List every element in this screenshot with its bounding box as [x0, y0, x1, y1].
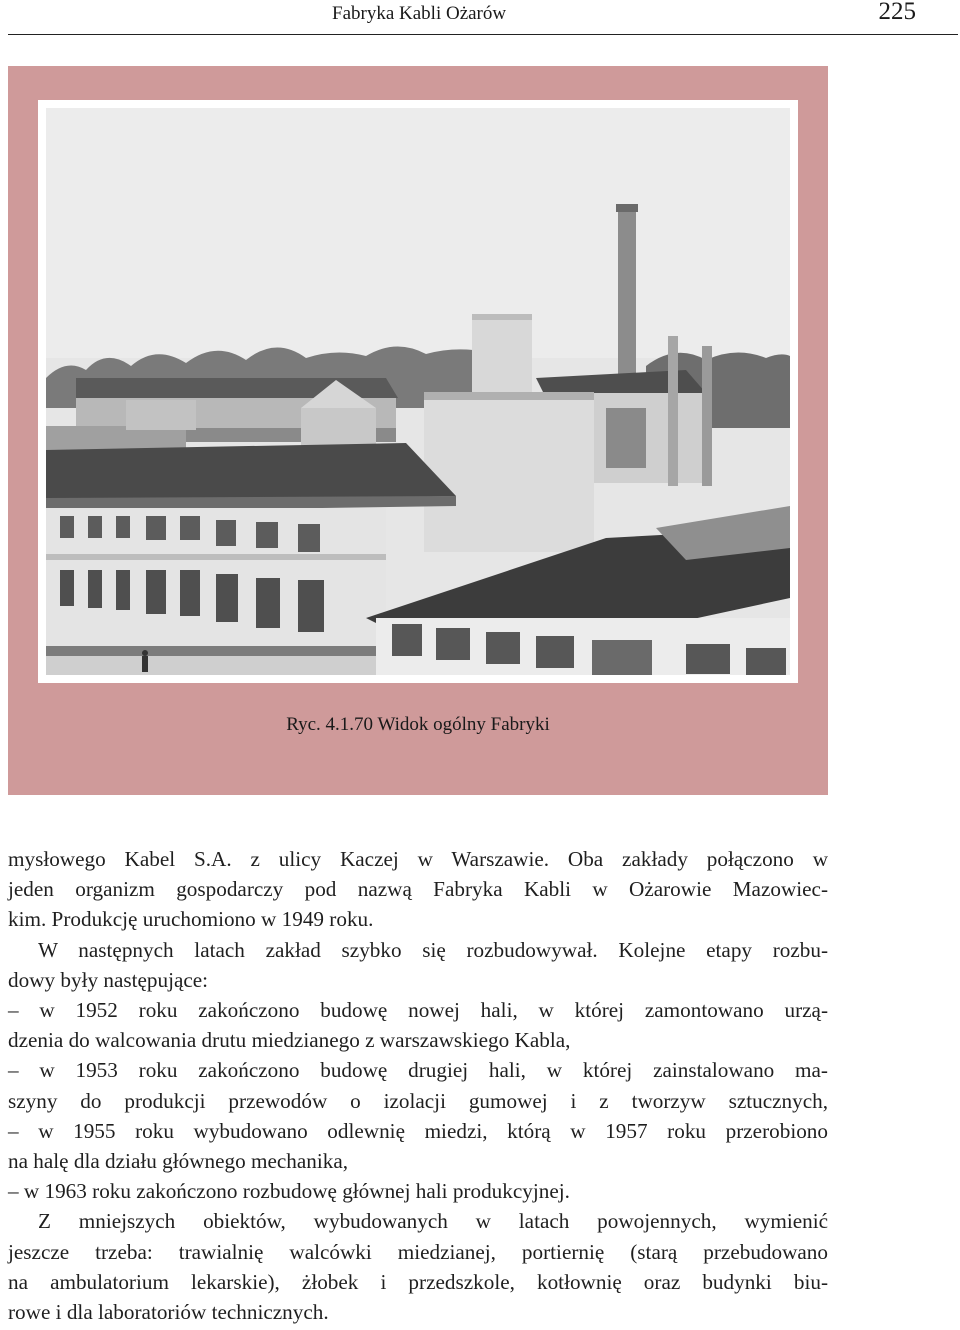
list-item: – w 1952 roku zakończono budowę nowej hali, w której zamontowano urzą-	[8, 998, 828, 1023]
photo-frame	[38, 100, 798, 683]
running-head	[0, 0, 960, 34]
body-line: rowe i dla laboratoriów technicznych.	[8, 1300, 329, 1325]
factory-photo	[46, 108, 790, 675]
body-line: jeden organizm gospodarczy pod nazwą Fabryka Kabli w Ożarowie Mazowiec-	[8, 877, 828, 902]
body-line: dzenia do walcowania drutu miedzianego z warszawskiego Kabla,	[8, 1028, 571, 1053]
list-item: – w 1953 roku zakończono budowę drugiej hali, w której zainstalowano ma-	[8, 1058, 828, 1083]
header-rule	[8, 34, 958, 35]
body-line: dowy były następujące:	[8, 967, 209, 992]
page-number: 225	[878, 0, 916, 25]
list-item: – w 1955 roku wybudowano odlewnię miedzi, którą w 1957 roku przerobiono	[8, 1118, 828, 1143]
body-line: jeszcze trzeba: trawialnię walcówki miedzianej, portiernię (starą przebudowano	[8, 1239, 828, 1264]
running-title: Fabryka Kabli Ożarów	[332, 3, 507, 24]
body-text	[8, 844, 828, 1327]
body-line: W następnych latach zakład szybko się rozbudowywał. Kolejne etapy rozbu-	[38, 937, 828, 962]
body-line: kim. Produkcję uruchomiono w 1949 roku.	[8, 907, 374, 932]
figure-box	[8, 66, 828, 795]
body-line: mysłowego Kabel S.A. z ulicy Kaczej w Warszawie. Oba zakłady połączono w	[8, 847, 828, 871]
body-line: Z mniejszych obiektów, wybudowanych w latach powojennych, wymienić	[38, 1209, 828, 1234]
list-item: – w 1963 roku zakończono rozbudowę głównej hali produkcyjnej.	[8, 1179, 570, 1204]
figure-caption: Ryc. 4.1.70 Widok ogólny Fabryki	[286, 714, 550, 735]
body-line: szyny do produkcji przewodów o izolacji gumowej i z tworzyw sztucznych,	[8, 1088, 828, 1113]
body-line: na halę dla działu głównego mechanika,	[8, 1149, 349, 1174]
body-line: na ambulatorium lekarskie), żłobek i przedszkole, kotłownię oraz budynki biu-	[8, 1269, 828, 1294]
